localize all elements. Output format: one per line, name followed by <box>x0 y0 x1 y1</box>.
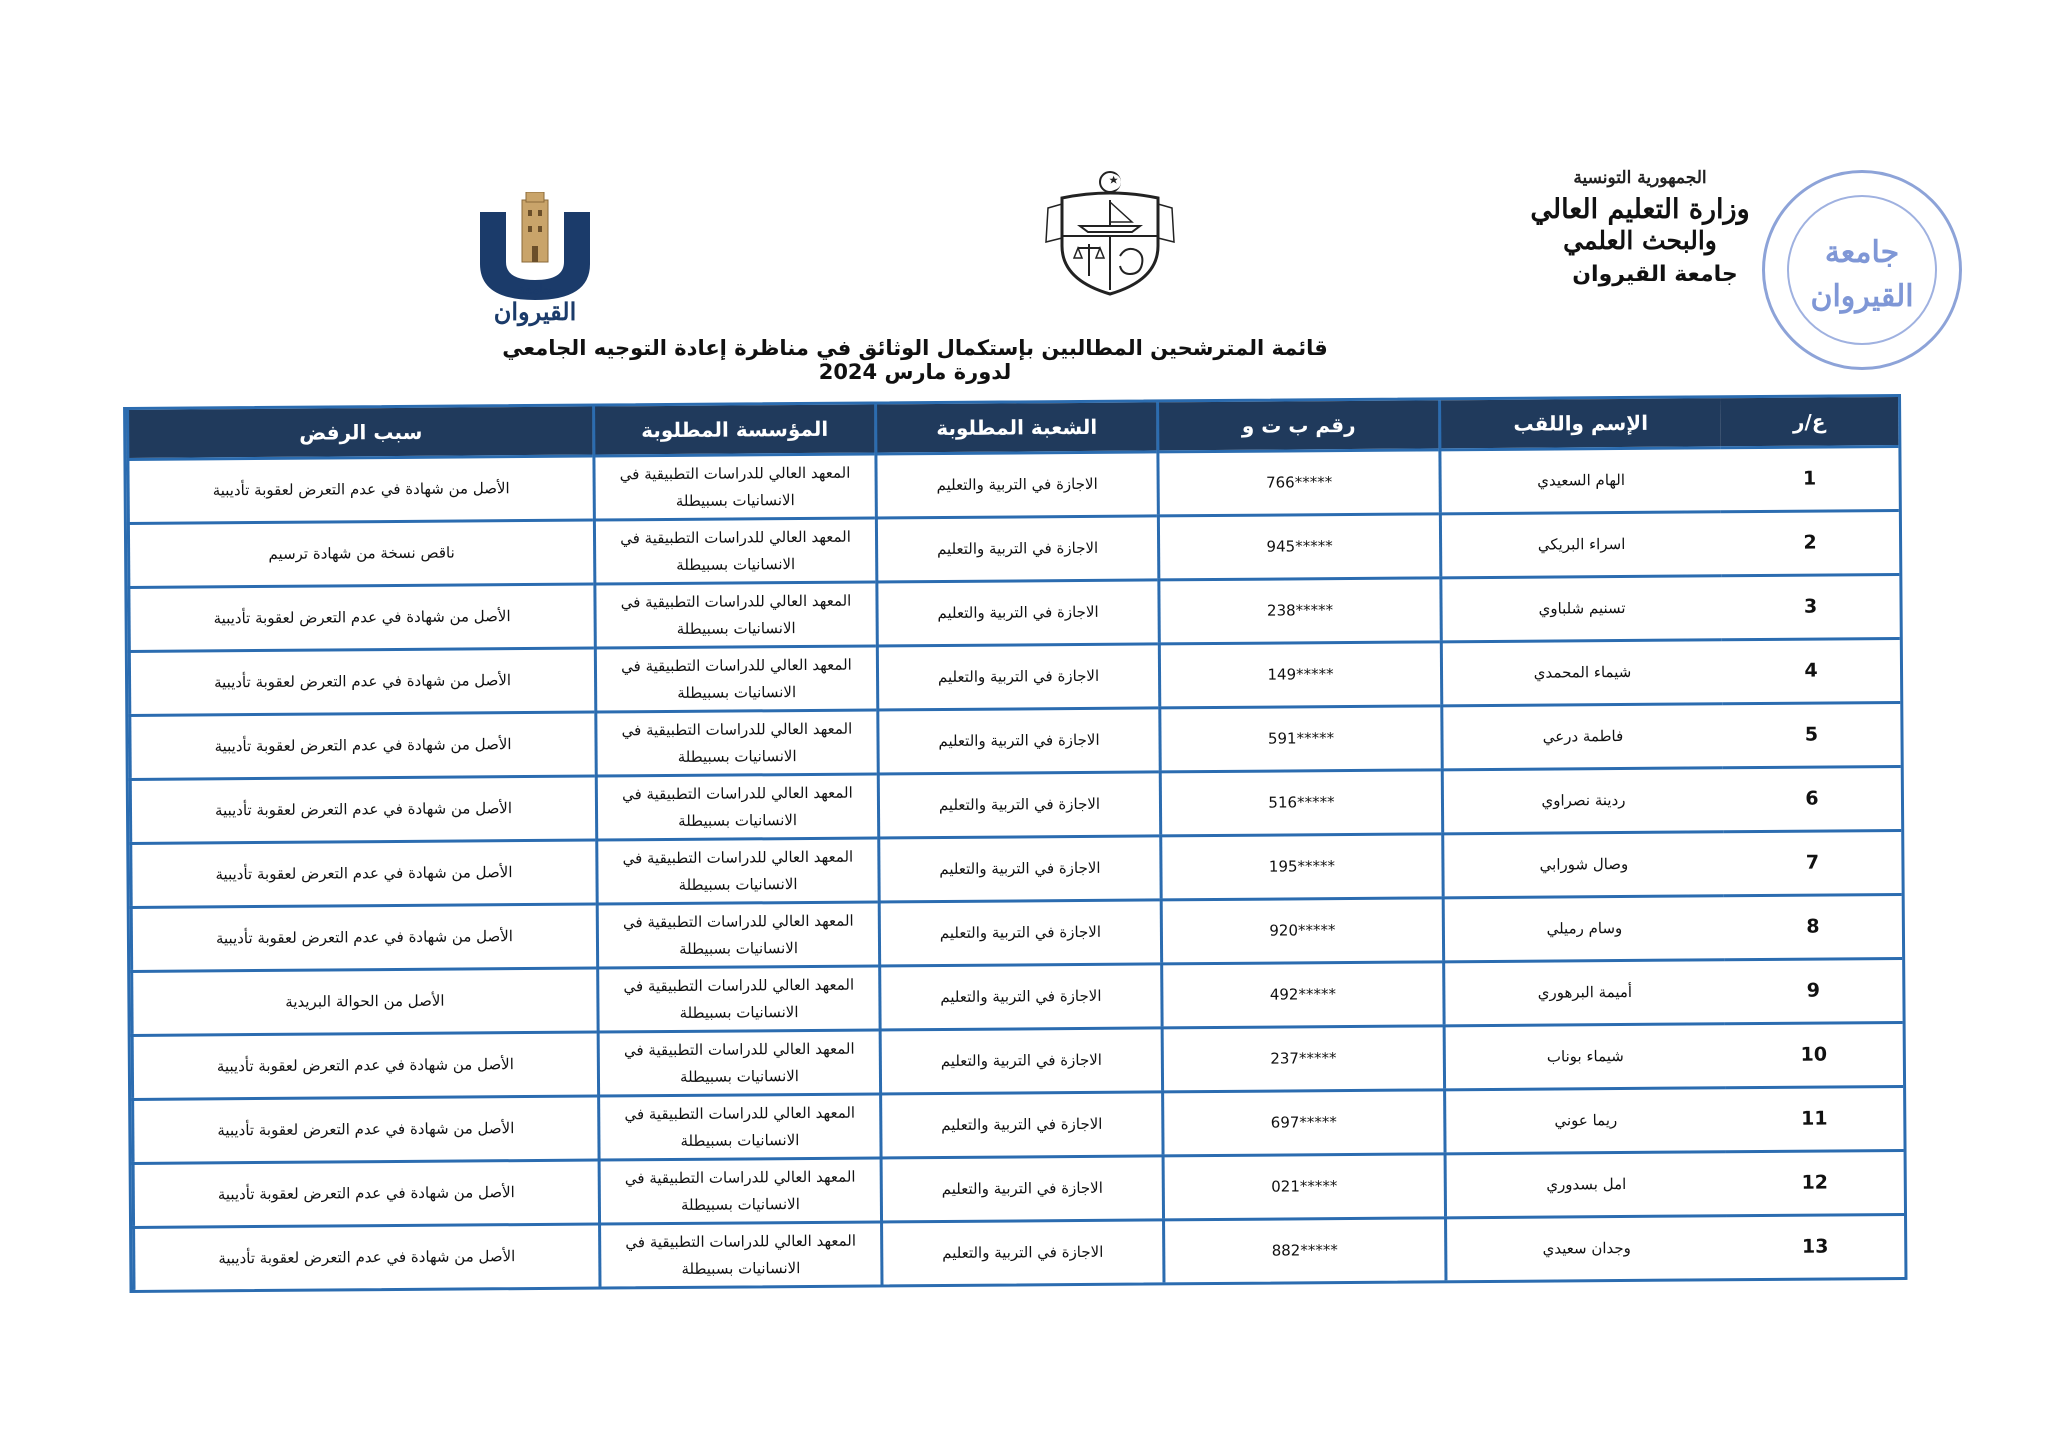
cell-num: 3 <box>1721 573 1899 638</box>
cell-name: وسام رميلي <box>1442 894 1724 960</box>
cell-num: 7 <box>1723 829 1901 894</box>
cell-branch: الاجازة في التربية والتعليم <box>875 578 1157 644</box>
cell-institution: المعهد العالي للدراسات التطبيقية في الانسانيات بسبيطلة <box>595 836 877 902</box>
cell-branch: الاجازة في التربية والتعليم <box>878 898 1160 964</box>
cell-branch: الاجازة في التربية والتعليم <box>877 834 1159 900</box>
cell-name: وجدان سعيدي <box>1444 1214 1726 1280</box>
cell-reason: الأصل من الحوالة البريدية <box>130 967 596 1034</box>
header-name: الإسم واللقب <box>1438 398 1720 448</box>
cell-institution: المعهد العالي للدراسات التطبيقية في الانسانيات بسبيطلة <box>597 1028 879 1094</box>
cell-name: ردينة نصراوي <box>1441 766 1723 832</box>
cell-reason: الأصل من شهادة في عدم التعرض لعقوبة تأديبية <box>132 1223 598 1290</box>
cell-reason: الأصل من شهادة في عدم التعرض لعقوبة تأديبية <box>128 711 594 778</box>
cell-branch: الاجازة في التربية والتعليم <box>879 1026 1161 1092</box>
cell-institution: المعهد العالي للدراسات التطبيقية في الانسانيات بسبيطلة <box>593 516 875 582</box>
ministry-subtitle: والبحث العلمي <box>1563 226 1717 255</box>
table-body <box>126 445 1904 1290</box>
cell-num: 8 <box>1724 893 1902 958</box>
header-branch: الشعبة المطلوبة <box>874 402 1156 452</box>
cell-num: 10 <box>1725 1021 1903 1086</box>
cell-name: امل بسدوري <box>1444 1150 1726 1216</box>
document-title: قائمة المترشحين المطالبين بإستكمال الوثائق في مناظرة إعادة التوجيه الجامعي لدورة مارس 2024 <box>502 336 1328 384</box>
cell-name: أميمة البرهوري <box>1442 958 1724 1024</box>
cell-id: *****766 <box>1156 448 1438 514</box>
cell-institution: المعهد العالي للدراسات التطبيقية في الانسانيات بسبيطلة <box>593 580 875 646</box>
cell-num: 6 <box>1723 765 1901 830</box>
header-reason: سبب الرفض <box>126 407 592 458</box>
cell-name: اسراء البريكي <box>1439 510 1721 576</box>
cell-num: 11 <box>1725 1085 1903 1150</box>
ministry-header <box>1510 168 1770 256</box>
cell-branch: الاجازة في التربية والتعليم <box>880 1154 1162 1220</box>
cell-name: الهام السعيدي <box>1438 446 1720 512</box>
university-name: جامعة القيروان <box>1572 262 1738 287</box>
cell-id: *****945 <box>1157 512 1439 578</box>
cell-institution: المعهد العالي للدراسات التطبيقية في الانسانيات بسبيطلة <box>594 644 876 710</box>
stamp-text <box>1765 231 1959 319</box>
cell-branch: الاجازة في التربية والتعليم <box>880 1218 1162 1284</box>
cell-num: 4 <box>1722 637 1900 702</box>
cell-reason: الأصل من شهادة في عدم التعرض لعقوبة تأديبية <box>129 775 595 842</box>
cell-name: تسنيم شلباوي <box>1439 574 1721 640</box>
cell-num: 13 <box>1726 1213 1904 1278</box>
header-id: رقم ب ت و <box>1156 400 1438 450</box>
cell-id: *****237 <box>1161 1024 1443 1090</box>
cell-branch: الاجازة في التربية والتعليم <box>879 1090 1161 1156</box>
cell-institution: المعهد العالي للدراسات التطبيقية في الانسانيات بسبيطلة <box>594 708 876 774</box>
cell-reason: الأصل من شهادة في عدم التعرض لعقوبة تأديبية <box>131 1095 597 1162</box>
cell-num: 12 <box>1726 1149 1904 1214</box>
cell-id: *****882 <box>1162 1216 1444 1282</box>
cell-institution: المعهد العالي للدراسات التطبيقية في الانسانيات بسبيطلة <box>592 452 874 518</box>
cell-num: 1 <box>1720 445 1898 510</box>
cell-branch: الاجازة في التربية والتعليم <box>875 514 1157 580</box>
cell-reason: ناقص نسخة من شهادة ترسيم <box>127 519 593 586</box>
cell-name: وصال شورابي <box>1441 830 1723 896</box>
stamp-line-1: جامعة <box>1824 235 1900 270</box>
ministry-name: وزارة التعليم العالي <box>1530 194 1750 225</box>
cell-id: *****238 <box>1157 576 1439 642</box>
cell-id: *****516 <box>1159 768 1441 834</box>
cell-id: *****195 <box>1159 832 1441 898</box>
logo-caption <box>460 282 610 326</box>
cell-name: ريما عوني <box>1443 1086 1725 1152</box>
cell-num: 2 <box>1721 509 1899 574</box>
cell-branch: الاجازة في التربية والتعليم <box>877 770 1159 836</box>
cell-reason: الأصل من شهادة في عدم التعرض لعقوبة تأديبية <box>131 1031 597 1098</box>
cell-name: فاطمة درعي <box>1440 702 1722 768</box>
cell-num: 5 <box>1722 701 1900 766</box>
table-row <box>132 1213 1904 1290</box>
cell-institution: المعهد العالي للدراسات التطبيقية في الانسانيات بسبيطلة <box>598 1220 880 1286</box>
cell-name: شيماء بوناب <box>1443 1022 1725 1088</box>
cell-institution: المعهد العالي للدراسات التطبيقية في الانسانيات بسبيطلة <box>596 964 878 1030</box>
cell-id: *****149 <box>1158 640 1440 706</box>
candidates-table <box>123 394 1907 1293</box>
logo-caption-small: جامعة <box>517 282 553 298</box>
cell-id: *****697 <box>1161 1088 1443 1154</box>
cell-id: *****920 <box>1160 896 1442 962</box>
logo-caption-main: القيروان <box>493 297 577 326</box>
cell-reason: الأصل من شهادة في عدم التعرض لعقوبة تأديبية <box>126 455 592 522</box>
coat-of-arms-emblem <box>1040 168 1180 298</box>
cell-name: شيماء المحمدي <box>1440 638 1722 704</box>
stamp-line-2: القيروان <box>1810 279 1914 314</box>
cell-institution: المعهد العالي للدراسات التطبيقية في الانسانيات بسبيطلة <box>596 900 878 966</box>
cell-branch: الاجازة في التربية والتعليم <box>874 450 1156 516</box>
candidates-table-container <box>123 394 1901 1293</box>
cell-num: 9 <box>1724 957 1902 1022</box>
header-num: ع/ر <box>1720 397 1898 446</box>
cell-id: *****492 <box>1160 960 1442 1026</box>
cell-reason: الأصل من شهادة في عدم التعرض لعقوبة تأديبية <box>127 583 593 650</box>
cell-branch: الاجازة في التربية والتعليم <box>876 706 1158 772</box>
cell-institution: المعهد العالي للدراسات التطبيقية في الانسانيات بسبيطلة <box>595 772 877 838</box>
cell-branch: الاجازة في التربية والتعليم <box>878 962 1160 1028</box>
cell-id: *****021 <box>1162 1152 1444 1218</box>
cell-institution: المعهد العالي للدراسات التطبيقية في الانسانيات بسبيطلة <box>597 1092 879 1158</box>
cell-institution: المعهد العالي للدراسات التطبيقية في الانسانيات بسبيطلة <box>598 1156 880 1222</box>
header-institution: المؤسسة المطلوبة <box>592 404 874 454</box>
cell-reason: الأصل من شهادة في عدم التعرض لعقوبة تأديبية <box>132 1159 598 1226</box>
cell-reason: الأصل من شهادة في عدم التعرض لعقوبة تأديبية <box>129 839 595 906</box>
cell-branch: الاجازة في التربية والتعليم <box>876 642 1158 708</box>
cell-id: *****591 <box>1158 704 1440 770</box>
cell-reason: الأصل من شهادة في عدم التعرض لعقوبة تأديبية <box>130 903 596 970</box>
university-stamp <box>1762 170 1962 370</box>
cell-reason: الأصل من شهادة في عدم التعرض لعقوبة تأديبية <box>128 647 594 714</box>
republic-name: الجمهورية التونسية <box>1573 168 1707 188</box>
